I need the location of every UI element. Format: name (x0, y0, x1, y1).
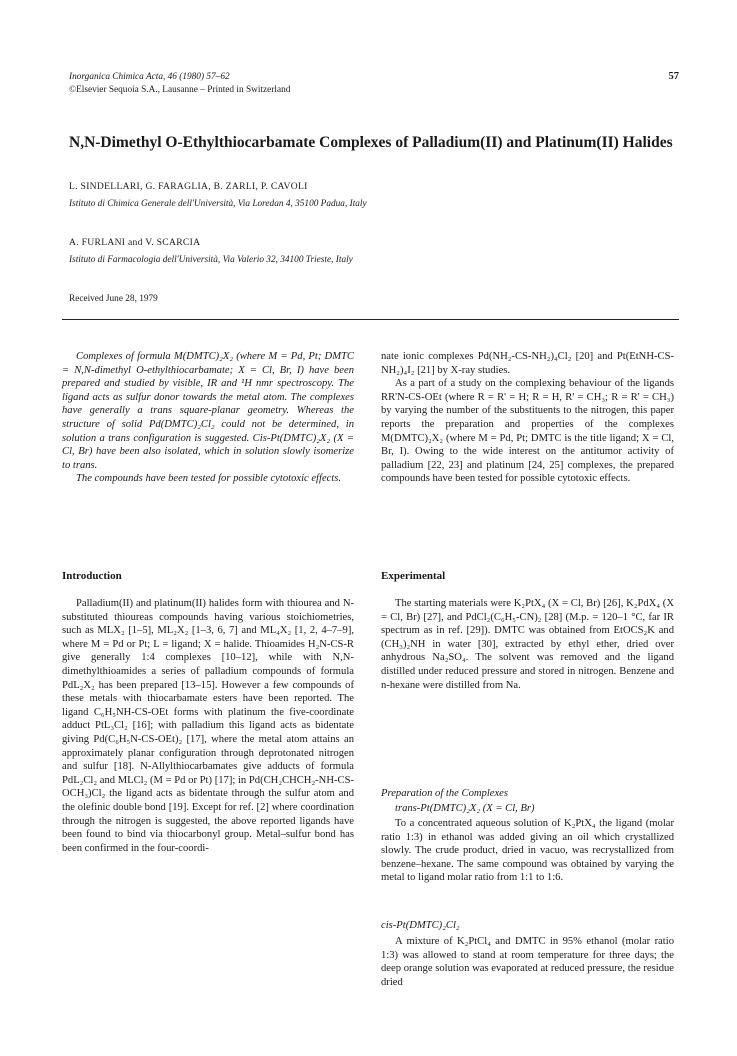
author-list-2: A. FURLANI and V. SCARCIA (69, 237, 201, 248)
section-heading-experimental: Experimental (381, 570, 446, 582)
body-paragraph: nate ionic complexes Pd(NH₂-CS-NH₂)₄Cl₂ [20] and Pt(EtNH-CS-NH₂)₄I₂ [21] by X-ray studies. (381, 351, 674, 376)
experimental-procedure-2 (381, 935, 674, 989)
body-paragraph: Palladium(II) and platinum(II) halides form with thiourea and N-substituted thioureas compounds having various stoichiometries, such as MLX₂ [1–5], ML₂X₂ [1–3, 6, 7] and ML₄X₂ [1, 2, 4–7–9], where M = Pd or Pt; L = ligand; X = halide. Thioamides H₂N-CS-R give generally 1:4 complexes [10–12], while with N,N-dimethylthioamides a series of palladium compounds of formula PdL₂X₂ has been prepared [13–15]. However a few compounds of these metals with thiocarbamate esters have been reported. The ligand C₆H₅NH-CS-OEt forms with platinum the five-coordinate adduct PtL₃Cl₂ [16]; with palladium this ligand acts as bidentate giving Pd(C₆H₅N-CS-OEt)₂ [17], where the metal atom attains an approximately planar configuration through deprotonated nitrogen and sulfur [18]. N-Allylthiocarbamates give adducts of formula PdL₂Cl₂ and MLCl₂ (M = Pd or Pt) [17]; in Pd(CH₂CHCH₂-NH-CS-OCH₃)Cl₂ the ligand acts as bidentate through the sulfur atom and the olefinic double bond [19]. Except for ref. [2] where coordination through the nitrogen is suggested, the above reported ligands have been found to bind via thiocarbonyl group. Metal–sulfur bond has been confirmed in the four-coordi- (62, 598, 354, 854)
received-date: Received June 28, 1979 (69, 294, 158, 304)
author-list-1: L. SINDELLARI, G. FARAGLIA, B. ZARLI, P. CAVOLI (69, 181, 308, 192)
abstract-paragraph: The compounds have been tested for possible cytotoxic effects. (76, 473, 342, 485)
introduction-body (62, 597, 354, 855)
header-rule (62, 319, 679, 320)
article-title: N,N-Dimethyl O-Ethylthiocarbamate Complexes of Palladium(II) and Platinum(II) Halides (69, 134, 673, 151)
subsubsection-heading: cis-Pt(DMTC)₂Cl₂ (381, 920, 460, 931)
body-paragraph: As a part of a study on the complexing behaviour of the ligands RR'N-CS-OEt (where R = R' = H; R = H, R' = CH₃; R = R' = CH₃) by varying the number of the substituents to the nitrogen, this paper reports the preparation and properties of the complexes M(DMTC)₂X₂ (where M = Pd, Pt; DMTC is the title ligand; X = Cl, Br, I). Owing to the wide interest on the antitumor activity of palladium [22, 23] and platinum [24, 25] complexes, the prepared compounds have been tested for possible cytotoxic effects. (381, 378, 674, 485)
publisher-line: ©Elsevier Sequoia S.A., Lausanne – Printed in Switzerland (69, 85, 291, 95)
page-number: 57 (668, 71, 679, 82)
intro-continued (381, 350, 674, 486)
journal-header (69, 71, 290, 97)
experimental-procedure-1 (381, 817, 674, 885)
abstract (62, 350, 354, 486)
subsubsection-heading: trans-Pt(DMTC)₂X₂ (X = Cl, Br) (395, 803, 535, 814)
experimental-body (381, 597, 674, 692)
affiliation-2: Istituto di Farmacologia dell'Università, Via Valerio 32, 34100 Trieste, Italy (69, 255, 353, 265)
subsection-heading: Preparation of the Complexes (381, 788, 509, 799)
journal-citation: Inorganica Chimica Acta, 46 (1980) 57–62 (69, 72, 230, 82)
affiliation-1: Istituto di Chimica Generale dell'Università, Via Loredan 4, 35100 Padua, Italy (69, 199, 367, 209)
abstract-paragraph: Complexes of formula M(DMTC)₂X₂ (where M = Pd, Pt; DMTC = N,N-dimethyl O-ethylthiocarbamate; X = Cl, Br, I) have been prepared and studied by visible, IR and ¹H nmr spectroscopy. The ligand acts as sulfur donor towards the metal atom. The complexes have generally a trans square-planar geometry. Whereas the structure of solid Pd(DMTC)₂Cl₂ could not be determined, in solution a trans configuration is suggested. Cis-Pt(DMTC)₂X₂ (X = Cl, Br) have been also isolated, which in solution slowly isomerize to trans. (62, 351, 354, 471)
body-paragraph: The starting materials were K₂PtX₄ (X = Cl, Br) [26], K₂PdX₄ (X = Cl, Br) [27], and PdCl₂(C₆H₅-CN)₂ [28] (M.p. = 120–1 °C, far IR spectrum as in ref. [29]). DMTC was obtained from EtOCS₂K and (CH₃)₂NH in water [30], extracted by ethyl ether, dried over anhydrous Na₂SO₄. The solvent was removed and the ligand distilled under reduced pressure and stored in nitrogen. Benzene and n-hexane were distilled from Na. (381, 598, 674, 691)
section-heading-introduction: Introduction (62, 570, 122, 582)
body-paragraph: A mixture of K₂PtCl₄ and DMTC in 95% ethanol (molar ratio 1:3) was allowed to stand at room temperature for three days; the deep orange solution was evaporated at reduced pressure, the residue dried (381, 936, 674, 988)
body-paragraph: To a concentrated aqueous solution of K₂PtX₄ the ligand (molar ratio 1:3) in ethanol was added giving an oil which crystallized slowly. The crude product, dried in vacuo, was recrystallized from benzene–hexane. The same compound was obtained by varying the metal to ligand molar ratio from 1:1 to 1:6. (381, 818, 674, 884)
